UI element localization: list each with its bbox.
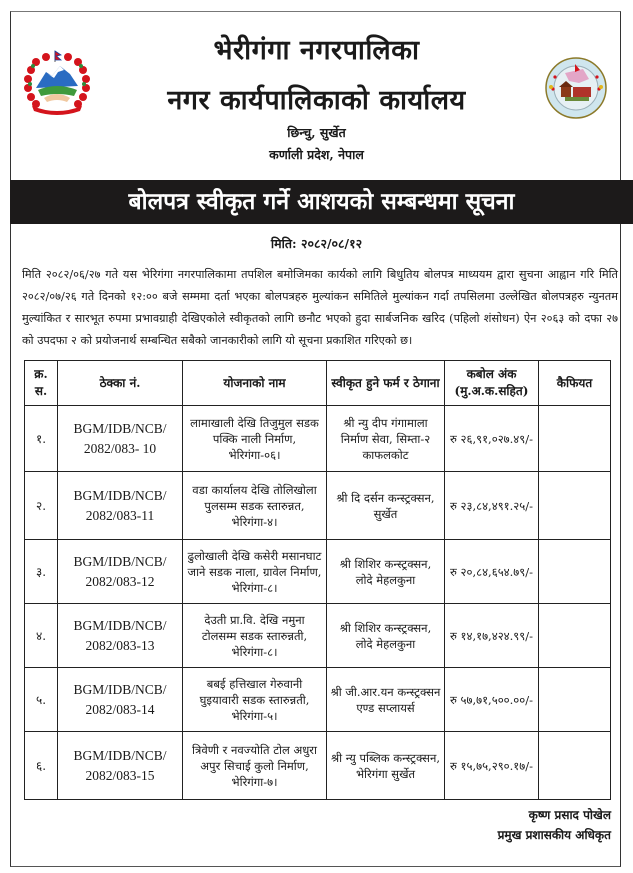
- amount-cell: रु २६,९१,०२७.४९/-: [445, 406, 539, 472]
- amount-cell: रु ५७,७१,५००.००/-: [445, 668, 539, 732]
- remarks-cell: [539, 668, 611, 732]
- firm-cell: श्री शिशिर कन्स्ट्रक्सन, लोदे मेहलकुना: [327, 604, 445, 668]
- project-cell: लामाखाली देखि तिजुमुल सडक पक्कि नाली निर्माण, भेरिगंगा-०६।: [183, 406, 327, 472]
- contracts-table: [24, 360, 611, 800]
- firm-cell: श्री न्यु पब्लिक कन्स्ट्रक्सन, भेरिगंगा सुर्खेत: [327, 732, 445, 800]
- col-firm: स्वीकृत हुने फर्म र ठेगाना: [327, 361, 445, 406]
- col-contract-no: ठेक्का नं.: [58, 361, 183, 406]
- serial-cell: २.: [25, 472, 58, 540]
- table-row: [25, 406, 611, 472]
- col-remarks: कैफियत: [539, 361, 611, 406]
- project-cell: देउती प्रा.वि. देखि नमुना टोलसम्म सडक स्तारुन्नती, भेरिगंगा-८।: [183, 604, 327, 668]
- table-header-row: [25, 361, 611, 406]
- col-serial: क्र. स.: [25, 361, 58, 406]
- amount-cell: रु १५,७५,२९०.१७/-: [445, 732, 539, 800]
- serial-cell: ५.: [25, 668, 58, 732]
- remarks-cell: [539, 472, 611, 540]
- notice-body: मिति २०८२/०६/२७ गते यस भेरिगंगा नगरपालिकामा तपशिल बमोजिमका कार्यको लागि बिधुतिय बोलपत्र माध्ययम द्वारा सुचना आह्वान गरि मिति २०८२/०७/२६ गते दिनको १२:०० बजे सम्ममा दर्ता भएका बोलपत्रहरु मुल्यांकन समितिले मुल्यांकन गर्दा तपसिलमा उल्लेखित बोलपत्रहरु न्युनतम मुल्यांकित र सारभूत रुपमा प्रभावग्राही देखिएकोले स्वीकृतको लागि छनौट भएको हुदा सार्बजनिक खरिद (पहिलो शंसोधन) ऐन २०६३ को दफा २७ को उपदफा २ को प्रयोजनार्थ सम्बन्धित सबैको जानकारीको लागि यो सूचना प्रकाशित गरिएको छ।: [22, 268, 618, 347]
- contract-no-cell: BGM/IDB/NCB/ 2082/083-11: [58, 472, 183, 540]
- remarks-cell: [539, 604, 611, 668]
- notice-date: मिति: २०८२/०८/१२: [270, 236, 363, 251]
- contract-no-cell: BGM/IDB/NCB/ 2082/083- 10: [58, 406, 183, 472]
- firm-cell: श्री दि दर्सन कन्स्ट्रक्सन, सुर्खेत: [327, 472, 445, 540]
- serial-cell: ४.: [25, 604, 58, 668]
- firm-cell: श्री शिशिर कन्स्ट्रक्सन, लोदे मेहलकुना: [327, 540, 445, 604]
- table-row: [25, 540, 611, 604]
- serial-cell: ६.: [25, 732, 58, 800]
- contract-no-cell: BGM/IDB/NCB/ 2082/083-14: [58, 668, 183, 732]
- table-row: [25, 604, 611, 668]
- address-line-1: छिन्चु, सुर्खेत: [287, 125, 346, 140]
- table-row: [25, 732, 611, 800]
- contract-no-cell: BGM/IDB/NCB/ 2082/083-15: [58, 732, 183, 800]
- remarks-cell: [539, 540, 611, 604]
- serial-cell: ३.: [25, 540, 58, 604]
- table-row: [25, 472, 611, 540]
- project-cell: त्रिवेणी र नवज्योति टोल अधुरा अपुर सिचाई कुलो निर्माण, भेरिगंगा-७।: [183, 732, 327, 800]
- col-bid-amount: कबोल अंक (मु.अ.क.सहित): [445, 361, 539, 406]
- project-cell: वडा कार्यालय देखि तोलिखोला पुलसम्म सडक स्तारुन्नत, भेरिगंगा-४।: [183, 472, 327, 540]
- project-cell: बबई हत्तिखाल गेरुवानी घुइयावारी सडक स्तारुन्नती, भेरिगंगा-५।: [183, 668, 327, 732]
- remarks-cell: [539, 732, 611, 800]
- remarks-cell: [539, 406, 611, 472]
- address-line-2: कर्णाली प्रदेश, नेपाल: [269, 147, 364, 162]
- col-project-name: योजनाको नाम: [183, 361, 327, 406]
- notice-title-banner: बोलपत्र स्वीकृत गर्ने आशयको सम्बन्धमा सूचना: [10, 180, 633, 224]
- signatory-designation: प्रमुख प्रशासकीय अधिकृत: [497, 828, 611, 842]
- firm-cell: श्री न्यु दीप गंगामाला निर्माण सेवा, सिम्ता-२ काफलकोट: [327, 406, 445, 472]
- project-cell: ढुलोखाली देखि कसेरी मसानघाट जाने सडक नाला, ग्रावेल निर्माण, भेरिगंगा-८।: [183, 540, 327, 604]
- amount-cell: रु १४,१७,४२४.९९/-: [445, 604, 539, 668]
- firm-cell: श्री जी.आर.यन कन्स्ट्रक्सन एण्ड सप्लायर्स: [327, 668, 445, 732]
- serial-cell: १.: [25, 406, 58, 472]
- amount-cell: रु २०,८४,६५४.७९/-: [445, 540, 539, 604]
- signatory-name: कृष्ण प्रसाद पोखेल: [528, 808, 611, 822]
- table-row: [25, 668, 611, 732]
- office-name: नगर कार्यपालिकाको कार्यालय: [167, 85, 466, 116]
- amount-cell: रु २३,८४,४९१.२५/-: [445, 472, 539, 540]
- municipality-name: भेरीगंगा नगरपालिका: [213, 35, 420, 66]
- contract-no-cell: BGM/IDB/NCB/ 2082/083-12: [58, 540, 183, 604]
- contract-no-cell: BGM/IDB/NCB/ 2082/083-13: [58, 604, 183, 668]
